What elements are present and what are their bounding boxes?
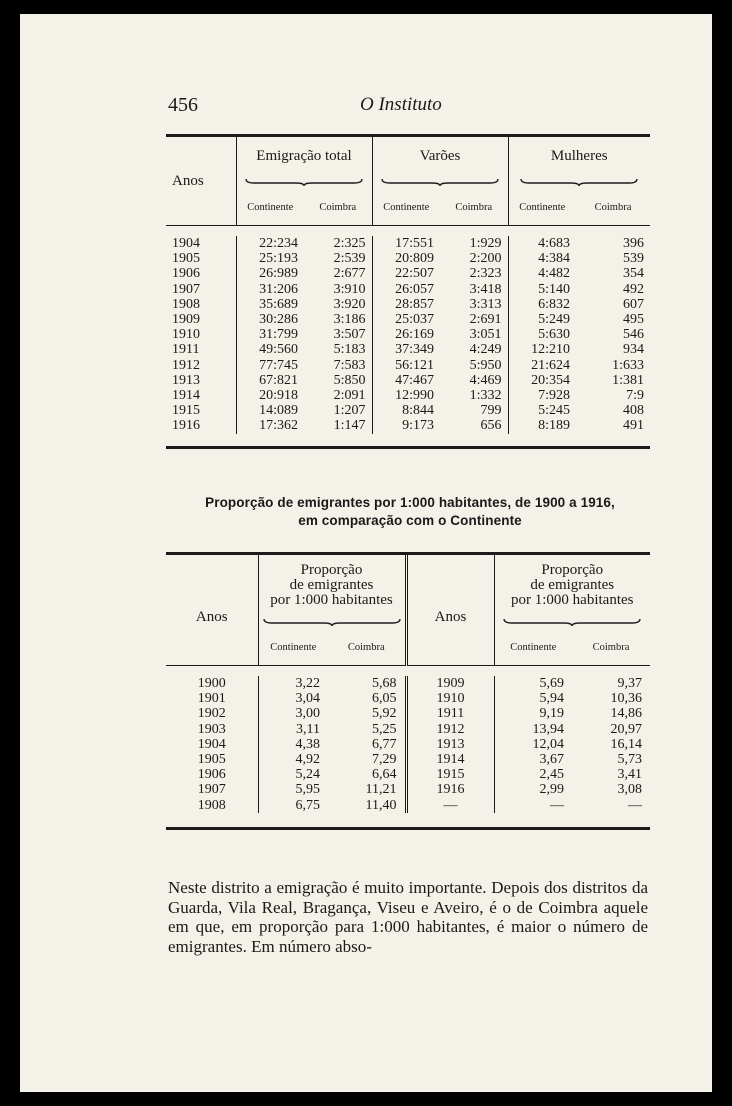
year-cell: 1904 xyxy=(172,236,200,251)
year-cell: 1913 xyxy=(406,737,494,752)
value-cell: 49:560 xyxy=(236,342,304,357)
value-cell: 3,22 xyxy=(258,676,328,691)
year-cell: 1910 xyxy=(406,691,494,706)
value-cell: 5,92 xyxy=(372,706,397,722)
value-cell: 396 xyxy=(623,236,644,251)
table-row xyxy=(166,403,650,418)
value-cell: 495 xyxy=(623,312,644,328)
value-cell: 1:381 xyxy=(612,372,644,388)
value-cell: 6:832 xyxy=(508,297,576,312)
value-cell: 31:206 xyxy=(236,282,304,297)
table-row xyxy=(166,691,650,706)
table-row xyxy=(166,373,650,388)
year-header: Anos xyxy=(195,609,228,625)
table-row xyxy=(166,312,650,327)
group-line: Proporção xyxy=(300,561,363,578)
brace xyxy=(236,175,372,189)
value-cell: 4:249 xyxy=(469,342,502,358)
value-cell: 5:630 xyxy=(508,327,576,342)
value-cell: 12,04 xyxy=(494,737,572,752)
value-cell: 4:683 xyxy=(508,236,576,251)
table-body xyxy=(166,236,650,434)
year-cell: 1914 xyxy=(406,752,494,767)
value-cell: 3,04 xyxy=(258,691,328,706)
year-cell: 1907 xyxy=(197,782,226,798)
group-line: de emigrantes xyxy=(289,576,374,593)
value-cell: 3,67 xyxy=(494,752,572,767)
table-row xyxy=(166,297,650,312)
value-cell: 1:207 xyxy=(333,403,366,419)
value-cell: 2:539 xyxy=(333,251,366,267)
emigration-table xyxy=(166,134,650,449)
year-cell: 1916 xyxy=(406,782,494,797)
value-cell: 3,08 xyxy=(617,782,642,798)
paragraph-text: Neste distrito a emigração é muito importante. Depois dos distritos da Guarda, Vila Real, Bragança, Viseu e Aveiro, é o de Coimbra aquele em que, em proporção para 1:000 habitantes, é maior o número de emigrantes. Em número abso- xyxy=(168,878,648,956)
value-cell: 2:691 xyxy=(469,312,502,328)
table-row xyxy=(166,752,650,767)
value-cell: 5,95 xyxy=(258,782,328,797)
year-cell: 1906 xyxy=(172,266,200,282)
year-cell: 1901 xyxy=(197,691,226,707)
value-cell: 6,05 xyxy=(372,691,397,707)
value-cell: 2:677 xyxy=(333,266,366,282)
value-cell: 37:349 xyxy=(372,342,440,357)
value-cell: 2:323 xyxy=(469,266,502,282)
value-cell: 3:051 xyxy=(469,327,502,343)
value-cell: 7:583 xyxy=(333,357,366,373)
year-cell: 1915 xyxy=(406,767,494,782)
value-cell: 1:633 xyxy=(612,357,644,373)
value-cell: 20:918 xyxy=(236,388,304,403)
value-cell: 77:745 xyxy=(236,358,304,373)
year-header: Anos xyxy=(172,172,204,189)
value-cell: 31:799 xyxy=(236,327,304,342)
year-cell: 1916 xyxy=(172,418,200,434)
value-cell: 10,36 xyxy=(610,691,642,707)
group-header-right xyxy=(494,555,650,615)
value-cell: 5:183 xyxy=(333,342,366,358)
subheader-continente: Continente xyxy=(508,189,576,226)
year-cell: 1905 xyxy=(172,251,200,267)
value-cell: 3:418 xyxy=(469,281,502,297)
caption-line-1: Proporção de emigrantes por 1:000 habitantes, de 1900 a 1916, xyxy=(205,495,615,510)
body-paragraph xyxy=(168,878,648,956)
value-cell: 5:140 xyxy=(508,282,576,297)
subheader-coimbra: Coimbra xyxy=(594,201,632,213)
value-cell: 26:989 xyxy=(236,266,304,281)
value-cell: 5:850 xyxy=(333,372,366,388)
value-cell: 2:325 xyxy=(333,236,366,251)
caption-line-2: em comparação com o Continente xyxy=(298,513,522,528)
group-line: por 1:000 habitantes xyxy=(511,591,634,608)
value-cell: 6,75 xyxy=(258,798,328,813)
value-cell: 546 xyxy=(623,327,644,343)
table-row xyxy=(166,236,650,251)
table-row xyxy=(166,342,650,357)
value-cell: 6,64 xyxy=(372,767,397,783)
brace xyxy=(372,175,508,189)
value-cell: 3,11 xyxy=(258,722,328,737)
value-cell: 3:910 xyxy=(333,281,366,297)
table-row xyxy=(166,782,650,797)
value-cell: 20:809 xyxy=(372,251,440,266)
value-cell: 4:384 xyxy=(508,251,576,266)
value-cell: — xyxy=(628,797,642,813)
year-cell: 1910 xyxy=(172,327,200,343)
group-line: de emigrantes xyxy=(530,576,615,593)
table-row xyxy=(166,767,650,782)
value-cell: 12:990 xyxy=(372,388,440,403)
table-row xyxy=(166,737,650,752)
value-cell: 20:354 xyxy=(508,373,576,388)
proportion-table xyxy=(166,552,650,830)
value-cell: — xyxy=(494,798,572,813)
table-row xyxy=(166,282,650,297)
year-cell: 1905 xyxy=(197,752,226,768)
year-cell: 1911 xyxy=(406,706,494,721)
year-cell: 1907 xyxy=(172,281,200,297)
table-row xyxy=(166,266,650,281)
subheader-continente: Continente xyxy=(236,189,304,226)
value-cell: 14:089 xyxy=(236,403,304,418)
value-cell: 8:844 xyxy=(372,403,440,418)
value-cell: 26:169 xyxy=(372,327,440,342)
table-row xyxy=(166,722,650,737)
year-cell: 1913 xyxy=(172,372,200,388)
year-cell: 1915 xyxy=(172,403,200,419)
value-cell: 2:200 xyxy=(469,251,502,267)
table-row xyxy=(166,706,650,721)
value-cell: 35:689 xyxy=(236,297,304,312)
value-cell: 7,29 xyxy=(372,752,397,768)
value-cell: 9,19 xyxy=(494,706,572,721)
value-cell: 9,37 xyxy=(617,676,642,691)
value-cell: 492 xyxy=(623,281,644,297)
year-cell: 1903 xyxy=(197,721,226,737)
value-cell: 5,69 xyxy=(494,676,572,691)
value-cell: 11,40 xyxy=(365,797,397,813)
brace xyxy=(258,615,406,629)
year-cell: 1909 xyxy=(406,676,494,691)
year-cell: — xyxy=(406,798,494,813)
value-cell: 354 xyxy=(623,266,644,282)
year-cell: 1908 xyxy=(172,296,200,312)
value-cell: 14,86 xyxy=(610,706,642,722)
value-cell: 4,92 xyxy=(258,752,328,767)
table-row xyxy=(166,327,650,342)
subheader-continente: Continente xyxy=(258,629,328,666)
year-cell: 1914 xyxy=(172,388,200,404)
value-cell: 5,68 xyxy=(372,676,397,691)
value-cell: 8:189 xyxy=(508,418,576,433)
value-cell: 5:950 xyxy=(469,357,502,373)
value-cell: 491 xyxy=(623,418,644,434)
value-cell: 9:173 xyxy=(372,418,440,433)
subheader-coimbra: Coimbra xyxy=(347,641,385,653)
value-cell: 3:920 xyxy=(333,296,366,312)
year-cell: 1908 xyxy=(197,797,226,813)
value-cell: 21:624 xyxy=(508,358,576,373)
value-cell: 3,41 xyxy=(617,767,642,783)
group-header-total: Emigração total xyxy=(236,137,372,175)
year-cell: 1912 xyxy=(406,722,494,737)
value-cell: 4:482 xyxy=(508,266,576,281)
table-row xyxy=(166,676,650,691)
value-cell: 2,45 xyxy=(494,767,572,782)
group-header-left xyxy=(258,555,406,615)
value-cell: 12:210 xyxy=(508,342,576,357)
value-cell: 7:9 xyxy=(626,388,644,404)
value-cell: 7:928 xyxy=(508,388,576,403)
table-row xyxy=(166,358,650,373)
value-cell: 2:091 xyxy=(333,388,366,404)
value-cell: 2,99 xyxy=(494,782,572,797)
subheader-coimbra: Coimbra xyxy=(592,641,630,653)
subheader-continente: Continente xyxy=(494,629,572,666)
value-cell: 3:507 xyxy=(333,327,366,343)
value-cell: 11,21 xyxy=(365,782,397,798)
group-header-women: Mulheres xyxy=(508,137,650,175)
value-cell: 16,14 xyxy=(610,736,642,752)
table-body xyxy=(166,676,650,813)
year-cell: 1906 xyxy=(197,767,226,783)
page-number: 456 xyxy=(168,94,198,116)
running-title: O Instituto xyxy=(360,94,442,115)
value-cell: 3:186 xyxy=(333,312,366,328)
group-line: por 1:000 habitantes xyxy=(270,591,393,608)
value-cell: 1:332 xyxy=(469,388,502,404)
value-cell: 26:057 xyxy=(372,282,440,297)
document-page xyxy=(20,14,712,1092)
value-cell: 799 xyxy=(480,403,502,419)
subheader-coimbra: Coimbra xyxy=(455,201,493,213)
value-cell: 4:469 xyxy=(469,372,502,388)
value-cell: 539 xyxy=(623,251,644,267)
value-cell: 22:507 xyxy=(372,266,440,281)
value-cell: 5,94 xyxy=(494,691,572,706)
year-cell: 1912 xyxy=(172,357,200,373)
year-cell: 1900 xyxy=(197,676,226,691)
subheader-continente: Continente xyxy=(372,189,440,226)
group-line: Proporção xyxy=(541,561,604,578)
value-cell: 656 xyxy=(480,418,502,434)
group-header-men: Varões xyxy=(372,137,508,175)
table-row xyxy=(166,418,650,433)
year-cell: 1902 xyxy=(197,706,226,722)
value-cell: 30:286 xyxy=(236,312,304,327)
value-cell: 5,24 xyxy=(258,767,328,782)
brace xyxy=(494,615,650,629)
value-cell: 4,38 xyxy=(258,737,328,752)
year-cell: 1911 xyxy=(172,342,200,358)
value-cell: 5:249 xyxy=(508,312,576,327)
value-cell: 5:245 xyxy=(508,403,576,418)
value-cell: 47:467 xyxy=(372,373,440,388)
value-cell: 56:121 xyxy=(372,358,440,373)
value-cell: 25:037 xyxy=(372,312,440,327)
value-cell: 67:821 xyxy=(236,373,304,388)
brace xyxy=(508,175,650,189)
subheader-coimbra: Coimbra xyxy=(319,201,357,213)
table-row xyxy=(166,251,650,266)
value-cell: 22:234 xyxy=(236,236,304,251)
value-cell: 5,73 xyxy=(617,752,642,768)
value-cell: 17:551 xyxy=(372,236,440,251)
value-cell: 3,00 xyxy=(258,706,328,721)
table-row xyxy=(166,388,650,403)
value-cell: 5,25 xyxy=(372,721,397,737)
year-cell: 1904 xyxy=(197,736,226,752)
value-cell: 3:313 xyxy=(469,296,502,312)
value-cell: 1:147 xyxy=(333,418,366,434)
value-cell: 1:929 xyxy=(469,236,502,251)
value-cell: 28:857 xyxy=(372,297,440,312)
year-header: Anos xyxy=(406,555,494,629)
value-cell: 6,77 xyxy=(372,736,397,752)
value-cell: 934 xyxy=(623,342,644,358)
value-cell: 408 xyxy=(623,403,644,419)
value-cell: 17:362 xyxy=(236,418,304,433)
value-cell: 20,97 xyxy=(610,721,642,737)
table-row xyxy=(166,798,650,813)
value-cell: 13,94 xyxy=(494,722,572,737)
value-cell: 607 xyxy=(623,296,644,312)
year-cell: 1909 xyxy=(172,312,200,328)
value-cell: 25:193 xyxy=(236,251,304,266)
